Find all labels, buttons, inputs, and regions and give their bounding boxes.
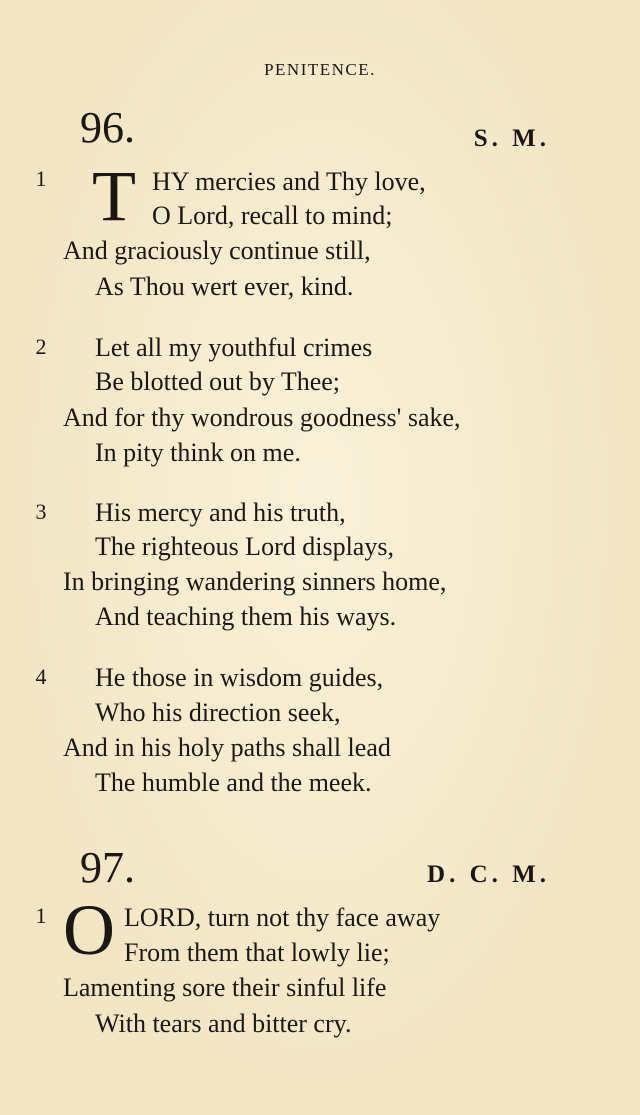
verse-line: HY mercies and Thy love, (152, 167, 426, 196)
verse-line: The righteous Lord displays, (95, 532, 394, 561)
verse-line: Be blotted out by Thee; (95, 367, 341, 396)
stanza-number: 4 (35, 664, 47, 689)
verse-line: In bringing wandering sinners home, (63, 567, 447, 596)
verse-line: His mercy and his truth, (95, 498, 346, 527)
verse-line: And in his holy paths shall lead (63, 733, 391, 762)
stanza-number: 3 (35, 499, 47, 524)
verse-line: As Thou wert ever, kind. (95, 272, 354, 301)
verse-line: O Lord, recall to mind; (152, 201, 393, 230)
verse-line: LORD, turn not thy face away (124, 903, 441, 932)
verse-line: The humble and the meek. (95, 768, 372, 797)
drop-cap: O (63, 890, 115, 970)
stanza-number: 2 (35, 334, 47, 359)
hymn-number: 97. (80, 843, 135, 892)
hymn-meter: D. C. M. (427, 861, 550, 888)
verse-line: He those in wisdom guides, (95, 663, 384, 692)
stanza-number: 1 (35, 903, 47, 928)
verse-line: Who his direction seek, (95, 698, 341, 727)
verse-line: In pity think on me. (95, 438, 301, 467)
verse-line: With tears and bitter cry. (95, 1009, 352, 1038)
verse-line: Lamenting sore their sinful life (63, 973, 387, 1002)
verse-line: And graciously continue still, (63, 236, 371, 265)
verse-line: And for thy wondrous goodness' sake, (63, 403, 461, 432)
hymn-meter: S. M. (473, 125, 550, 152)
verse-line: Let all my youthful crimes (95, 333, 373, 362)
running-head: PENITENCE. (264, 60, 376, 79)
stanza-number: 1 (35, 166, 47, 191)
hymn-number: 96. (80, 103, 135, 152)
verse-line: And teaching them his ways. (95, 602, 397, 631)
drop-cap: T (92, 156, 136, 236)
verse-line: From them that lowly lie; (124, 938, 390, 967)
